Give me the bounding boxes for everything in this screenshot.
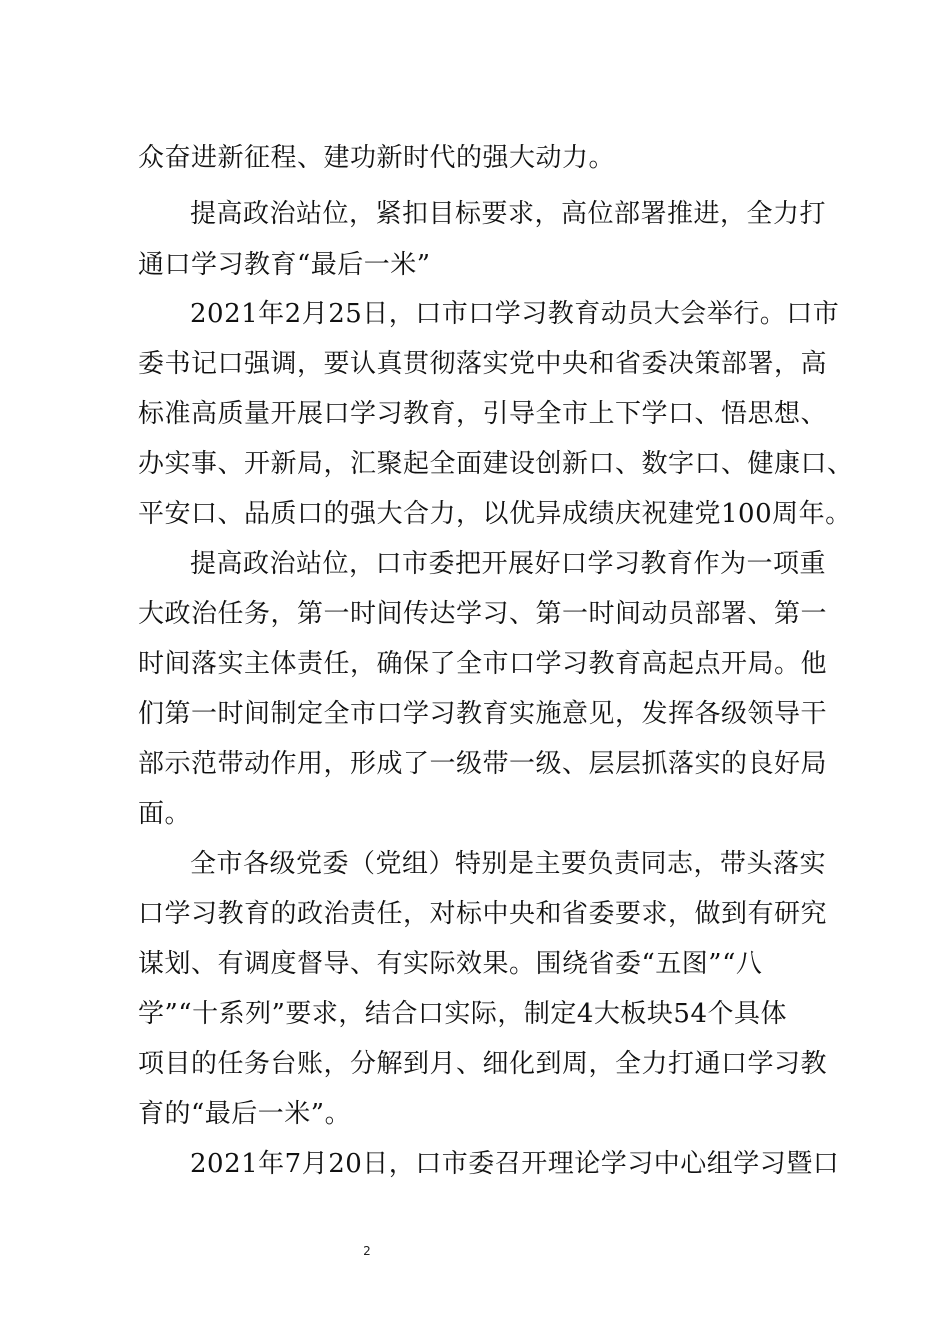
text-line-5: 委书记口强调，要认真贯彻落实党中央和省委决策部署，高 [138,349,828,379]
text-line-15: 全市各级党委（党组）特别是主要负责同志，带头落实 [190,849,827,879]
text-line-16: 口学习教育的政治责任，对标中央和省委要求，做到有研究 [138,899,828,929]
text-line-9: 提高政治站位，口市委把开展好口学习教育作为一项重 [190,549,827,579]
text-line-6: 标准高质量开展口学习教育，引导全市上下学口、悟思想、 [138,399,828,429]
text-line-18: 学”“十系列”要求，结合口实际，制定4大板块54个具体 [138,999,788,1029]
text-line-7: 办实事、开新局，汇聚起全面建设创新口、数字口、健康口、 [138,449,854,479]
text-line-4: 2021年2月25日，口市口学习教育动员大会举行。口市 [190,299,840,329]
text-line-10: 大政治任务，第一时间传达学习、第一时间动员部署、第一 [138,599,828,629]
text-line-13: 部示范带动作用，形成了一级带一级、层层抓落实的良好局 [138,749,828,779]
page-number: 2 [363,1244,371,1258]
text-line-12: 们第一时间制定全市口学习教育实施意见，发挥各级领导干 [138,699,828,729]
text-line-20: 育的“最后一米”。 [138,1099,352,1129]
text-line-2: 提高政治站位，紧扣目标要求，高位部署推进，全力打 [190,199,827,229]
text-line-14: 面。 [138,799,192,829]
text-line-19: 项目的任务台账，分解到月、细化到周，全力打通口学习教 [138,1049,828,1079]
text-line-3: 通口学习教育“最后一米” [138,250,431,280]
text-line-21: 2021年7月20日，口市委召开理论学习中心组学习暨口 [190,1149,840,1179]
text-line-1: 众奋进新征程、建功新时代的强大动力。 [138,143,616,173]
text-line-8: 平安口、品质口的强大合力，以优异成绩庆祝建党100周年。 [138,499,852,529]
text-line-11: 时间落实主体责任，确保了全市口学习教育高起点开局。他 [138,649,828,679]
text-line-17: 谋划、有调度督导、有实际效果。围绕省委“五图”“八 [138,949,763,979]
